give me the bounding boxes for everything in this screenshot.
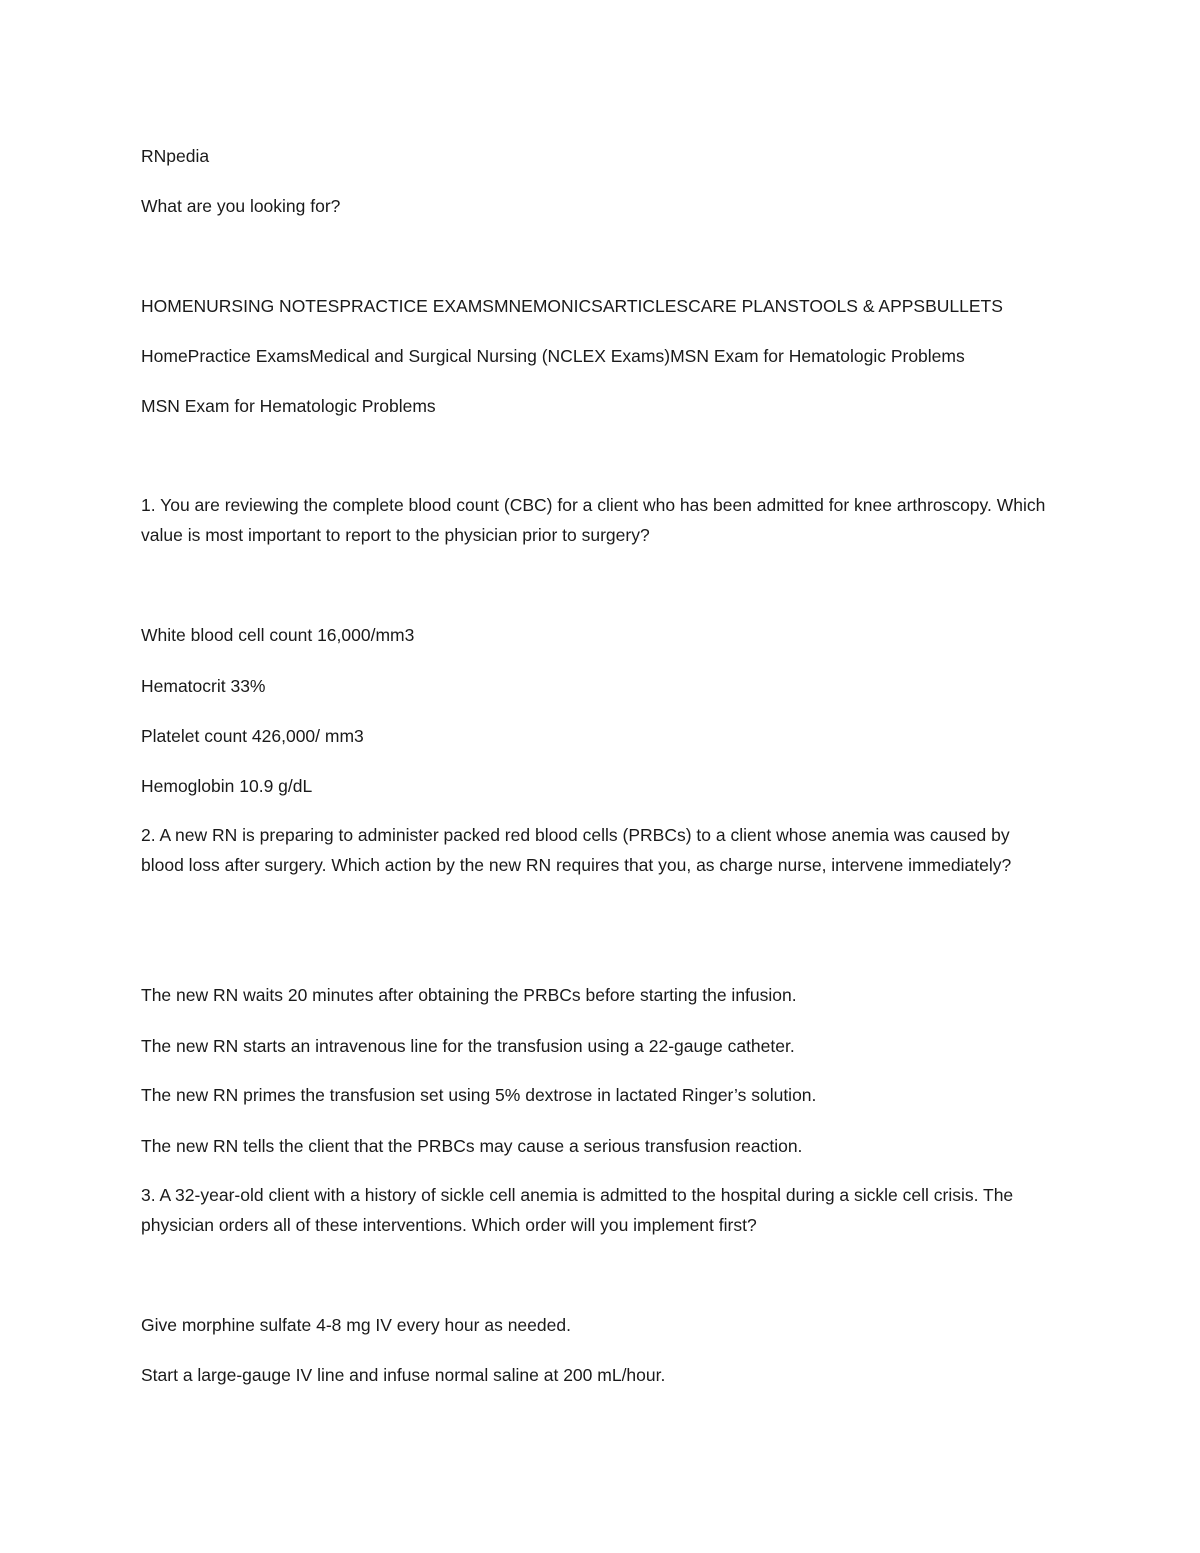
question-1-option-a: White blood cell count 16,000/mm3 xyxy=(141,625,415,645)
question-1-option-b: Hematocrit 33% xyxy=(141,676,266,696)
search-prompt: What are you looking for? xyxy=(141,196,341,216)
breadcrumb: HomePractice ExamsMedical and Surgical Nursing (NCLEX Exams)MSN Exam for Hematologic Problems xyxy=(141,346,965,366)
question-2-option-c: The new RN primes the transfusion set using 5% dextrose in lactated Ringer’s solution. xyxy=(141,1085,817,1105)
question-2-text: 2. A new RN is preparing to administer packed red blood cells (PRBCs) to a client whose anemia was caused by blood loss after surgery. Which action by the new RN requires that you, as charge nurse, intervene immediately? xyxy=(141,825,1012,875)
question-3-option-a: Give morphine sulfate 4-8 mg IV every hour as needed. xyxy=(141,1315,571,1335)
question-2-option-b: The new RN starts an intravenous line for the transfusion using a 22-gauge catheter. xyxy=(141,1036,795,1056)
question-3-option-b: Start a large-gauge IV line and infuse normal saline at 200 mL/hour. xyxy=(141,1365,666,1385)
question-1-option-d: Hemoglobin 10.9 g/dL xyxy=(141,776,313,796)
question-1-text: 1. You are reviewing the complete blood count (CBC) for a client who has been admitted for knee arthroscopy. Which value is most important to report to the physician prior to surgery? xyxy=(141,495,1046,545)
site-name: RNpedia xyxy=(141,146,210,166)
nav-menu: HOMENURSING NOTESPRACTICE EXAMSMNEMONICSARTICLESCARE PLANSTOOLS & APPSBULLETS xyxy=(141,296,1003,316)
question-2-option-a: The new RN waits 20 minutes after obtaining the PRBCs before starting the infusion. xyxy=(141,985,797,1005)
question-3-text: 3. A 32-year-old client with a history of sickle cell anemia is admitted to the hospital during a sickle cell crisis. The physician orders all of these interventions. Which order will you implement first? xyxy=(141,1185,1014,1235)
question-2-option-d: The new RN tells the client that the PRBCs may cause a serious transfusion reaction. xyxy=(141,1136,803,1156)
page-title: MSN Exam for Hematologic Problems xyxy=(141,396,436,416)
question-1-option-c: Platelet count 426,000/ mm3 xyxy=(141,726,364,746)
